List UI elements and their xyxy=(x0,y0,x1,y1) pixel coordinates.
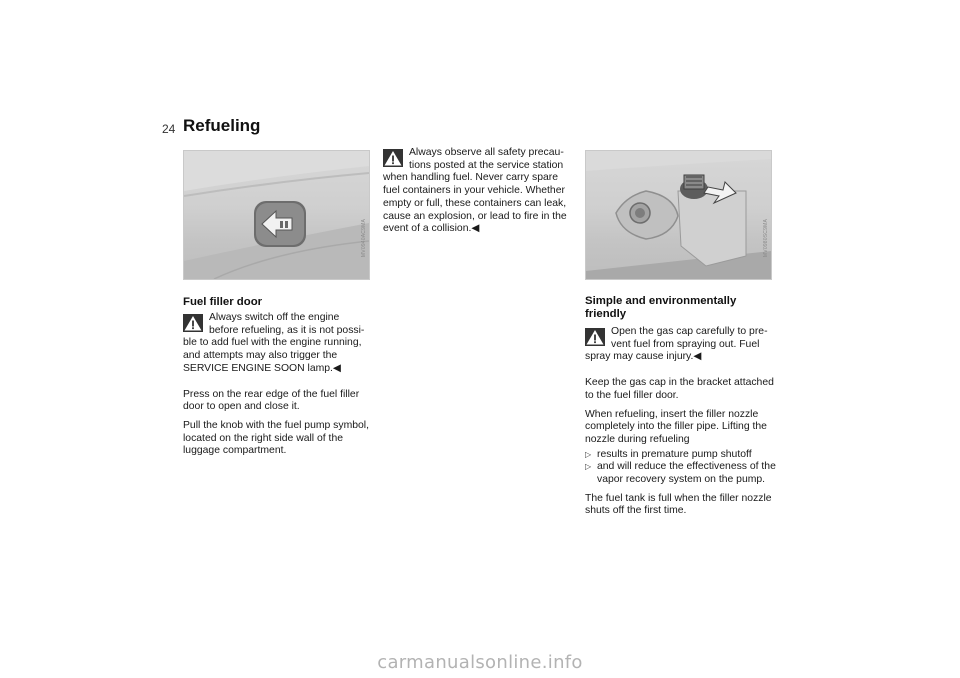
warning-block xyxy=(585,326,780,364)
bullet-list xyxy=(585,449,780,487)
warning-icon xyxy=(183,314,203,332)
warning-line-1: Always switch off the engine xyxy=(209,312,340,323)
warning-line-2: before refueling, as it is not possi- xyxy=(209,324,365,336)
paragraph: Press on the rear edge of the fuel filler door to open and close it. xyxy=(183,388,360,413)
safety-section xyxy=(383,147,576,242)
list-item: ▷ results in premature pump shutoff xyxy=(585,449,780,462)
watermark: carmanualsonline.info xyxy=(377,652,583,673)
warning-line-2: tions posted at the service station xyxy=(409,159,564,171)
page-number: 24 xyxy=(162,122,176,136)
warning-icon xyxy=(383,149,403,167)
gas-cap-photo xyxy=(585,150,772,280)
warning-text: ble to add fuel with the engine running, and attempts may also trigger the SERVICE ENGINE SOON lamp.◀ xyxy=(183,337,362,374)
warning-icon xyxy=(585,328,605,346)
fuel-filler-door-photo xyxy=(183,150,370,280)
warning-line-1: Open the gas cap carefully to pre- xyxy=(611,326,768,337)
section-heading: Simple and environmentally friendly xyxy=(585,295,737,320)
paragraph: Pull the knob with the fuel pump symbol, located on the right side wall of the luggage compartment. xyxy=(183,419,369,457)
warning-line-1: Always observe all safety precau- xyxy=(409,147,564,158)
warning-block xyxy=(383,147,576,236)
page-title: Refueling xyxy=(183,116,261,135)
paragraph: When refueling, insert the filler nozzle completely into the filler pipe. Lifting the nozzle during refueling xyxy=(585,408,767,445)
paragraph: Keep the gas cap in the bracket attached to the fuel filler door. xyxy=(585,377,774,401)
list-item: ▷ and will reduce the effectiveness of the vapor recovery system on the pump. xyxy=(585,461,780,486)
warning-text: spray may cause injury.◀ xyxy=(585,351,702,363)
image-code: MV0940AC9MA xyxy=(361,218,367,257)
image-code: MV0980SC9MA xyxy=(763,218,769,257)
fuel-filler-section xyxy=(183,296,375,464)
warning-text: when handling fuel. Never carry spare fuel containers in your vehicle. Whether empty or full, these containers can leak, cause an explosion, or lead to fire in the event of a collision.◀ xyxy=(383,172,567,235)
warning-block xyxy=(183,312,375,376)
section-heading: Fuel filler door xyxy=(183,296,263,308)
warning-line-2: vent fuel from spraying out. Fuel xyxy=(611,338,760,350)
paragraph: The fuel tank is full when the filler nozzle shuts off the first time. xyxy=(585,492,772,517)
environment-section xyxy=(585,295,780,524)
